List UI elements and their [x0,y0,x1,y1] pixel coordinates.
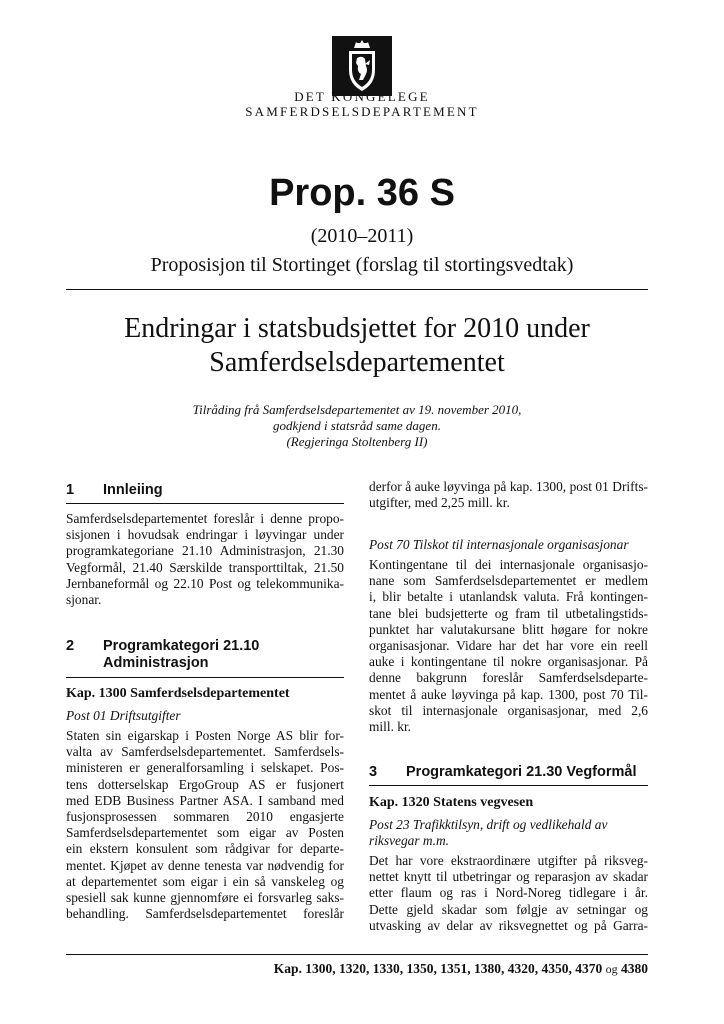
section-3-number: 3 [369,764,378,780]
footer-last-chapter: 4380 [621,961,648,976]
left-column [66,482,344,922]
s2-line: at departementet som eigar i ein så vanskeleg og [66,873,344,889]
section-2-title-line1: Programkategori 21.10 [103,638,260,654]
post70-line: mill. kr. [369,719,412,735]
s1-line: Jernbaneformål og 22.10 Post og telekommunika- [66,575,344,591]
s2-line: spesiell sak kunne gjennomføre ei forsvarleg saks- [66,890,344,906]
post70-line: nane som Samferdselsdepartementet er medlem [369,573,648,589]
post-23-heading-line2: riksvegar m.m. [369,833,449,848]
s2-line: Samferdselsdepartementet som eigar av Posten [66,825,344,841]
s2-line: fusjonsprosessen sommaren 2010 engasjerte [66,809,344,825]
post70-line: i, blir betalte i utanlandsk valuta. Frå kontingen- [369,589,648,605]
cont-line: derfor å auke løyvinga på kap. 1300, post 01 Drifts- [369,479,648,494]
department-name-line1: DET KONGELEGE [294,89,430,104]
post70-line: organisasjonar. Vidare har det har vore ein reell [369,638,648,654]
document-subtitle: Proposisjon til Stortinget (forslag til stortingsvedtak) [150,254,574,276]
section-1-number: 1 [66,482,75,498]
post70-line: Kontingentane til dei internasjonale organisasjo- [369,557,648,572]
main-title [66,312,648,380]
s2-line: tens dotterselskap ErgoGroup AS er fusjonert [66,776,344,792]
section-2-body [66,728,344,922]
post-70-heading: Post 70 Tilskot til internasjonale organisasjonar [369,537,629,552]
section-1-rule [66,503,344,504]
section-1-heading [66,482,344,499]
section-3-body [369,853,648,934]
s1-line: Vegformål, 21.40 Særskilde transporttiltak, 21.50 [66,559,344,575]
section-1-title: Innleiing [103,482,163,498]
recommendation-line3: (Regjeringa Stoltenberg II) [286,434,428,449]
s1-line: sjonar. [66,592,102,608]
section-1-body [66,511,344,608]
recommendation-block [66,402,648,450]
s2-line: behandling. Samferdselsdepartementet foreslår [66,906,344,922]
main-title-line1: Endringar i statsbudsjettet for 2010 under [124,313,590,344]
section-2-heading [66,638,344,672]
post70-line: denne bakgrunn foreslår Samferdselsdeparte- [369,670,648,686]
royal-crest-logo [332,36,392,96]
s2-line: ein ekstern konsulent som rådgivar for departe- [66,841,344,857]
main-title-line2: Samferdselsdepartementet [209,347,505,378]
section-2-title-line2: Administrasjon [103,655,209,671]
s2-line: med EDB Business Partner ASA. I samband med [66,792,344,808]
s1-line: programkategoriane 21.10 Administrasjon, 21.30 [66,543,344,559]
department-name-line2: SAMFERDSELSDEPARTEMENT [245,104,479,119]
s1-line: sisjonen i hovudsak endringar i løyvingar under [66,527,344,543]
s2-line: ministeren er generalforsamling i selskapet. Pos- [66,760,344,776]
footer-chapters [66,961,648,977]
post70-line: punktet har valutakursane blitt høgare for nokre [369,621,648,637]
s2-line: valta av Samferdselsdepartementet. Samferdsels- [66,744,344,760]
s3-line: nettet knytt til utbetringar og reparasjon av skadar [369,869,648,885]
s2-line: Staten sin eigarskap i Posten Norge AS blir for- [66,728,344,743]
post-23-heading-line1: Post 23 Trafikktilsyn, drift og vedlikehald av [369,817,608,832]
section-2-rule [66,677,344,678]
kap-1300-heading: Kap. 1300 Samferdselsdepartementet [66,686,290,701]
section-2-number: 2 [66,638,75,654]
footer-og: og [605,962,618,976]
s3-line: Det har vore ekstraordinære utgifter på riksveg- [369,853,648,868]
section-3-heading [369,764,648,781]
footer-divider [66,954,648,955]
footer-chapter-list: Kap. 1300, 1320, 1330, 1350, 1351, 1380, 4320, 4350, 4370 [273,961,603,976]
continuation-body [369,479,648,511]
prop-number: Prop. 36 S [269,172,455,214]
cont-line: utgifter, med 2,25 mill. kr. [369,495,510,511]
section-3-rule [369,785,648,786]
header-divider [66,289,648,290]
s2-line: mentet. Kjøpet av denne tenesta var nødvendig for [66,857,344,873]
s1-line: Samferdselsdepartementet foreslår i denne propo- [66,511,344,526]
post70-line: auke i kontingentane til nokre organisasjonar. På [369,654,648,670]
post70-line: tane blei budsjetterte og fram til utbetalingstids- [369,605,648,621]
recommendation-line2: godkjend i statsråd same dagen. [273,418,441,433]
section-3-title: Programkategori 21.30 Vegformål [406,764,637,780]
s3-line: etter flaum og ras i Nord-Noreg tidlegare i år. [369,885,648,901]
right-column [369,479,648,933]
s3-line: utvasking av delar av riksvegnettet og på Garra- [369,917,648,933]
recommendation-line1: Tilråding frå Samferdselsdepartementet av 19. november 2010, [192,402,522,417]
kap-1320-heading: Kap. 1320 Statens vegvesen [369,795,534,810]
post-70-body [369,557,648,735]
post-01-heading: Post 01 Driftsutgifter [66,708,181,723]
s3-line: Dette gjeld skadar som følgje av setningar og [369,901,648,917]
session-years: (2010–2011) [310,225,414,247]
post70-line: mentet å auke løyvinga på kap. 1300, post 70 Til- [369,686,648,702]
post70-line: skot til internasjonale organisasjonar, med 2,6 [369,702,648,718]
